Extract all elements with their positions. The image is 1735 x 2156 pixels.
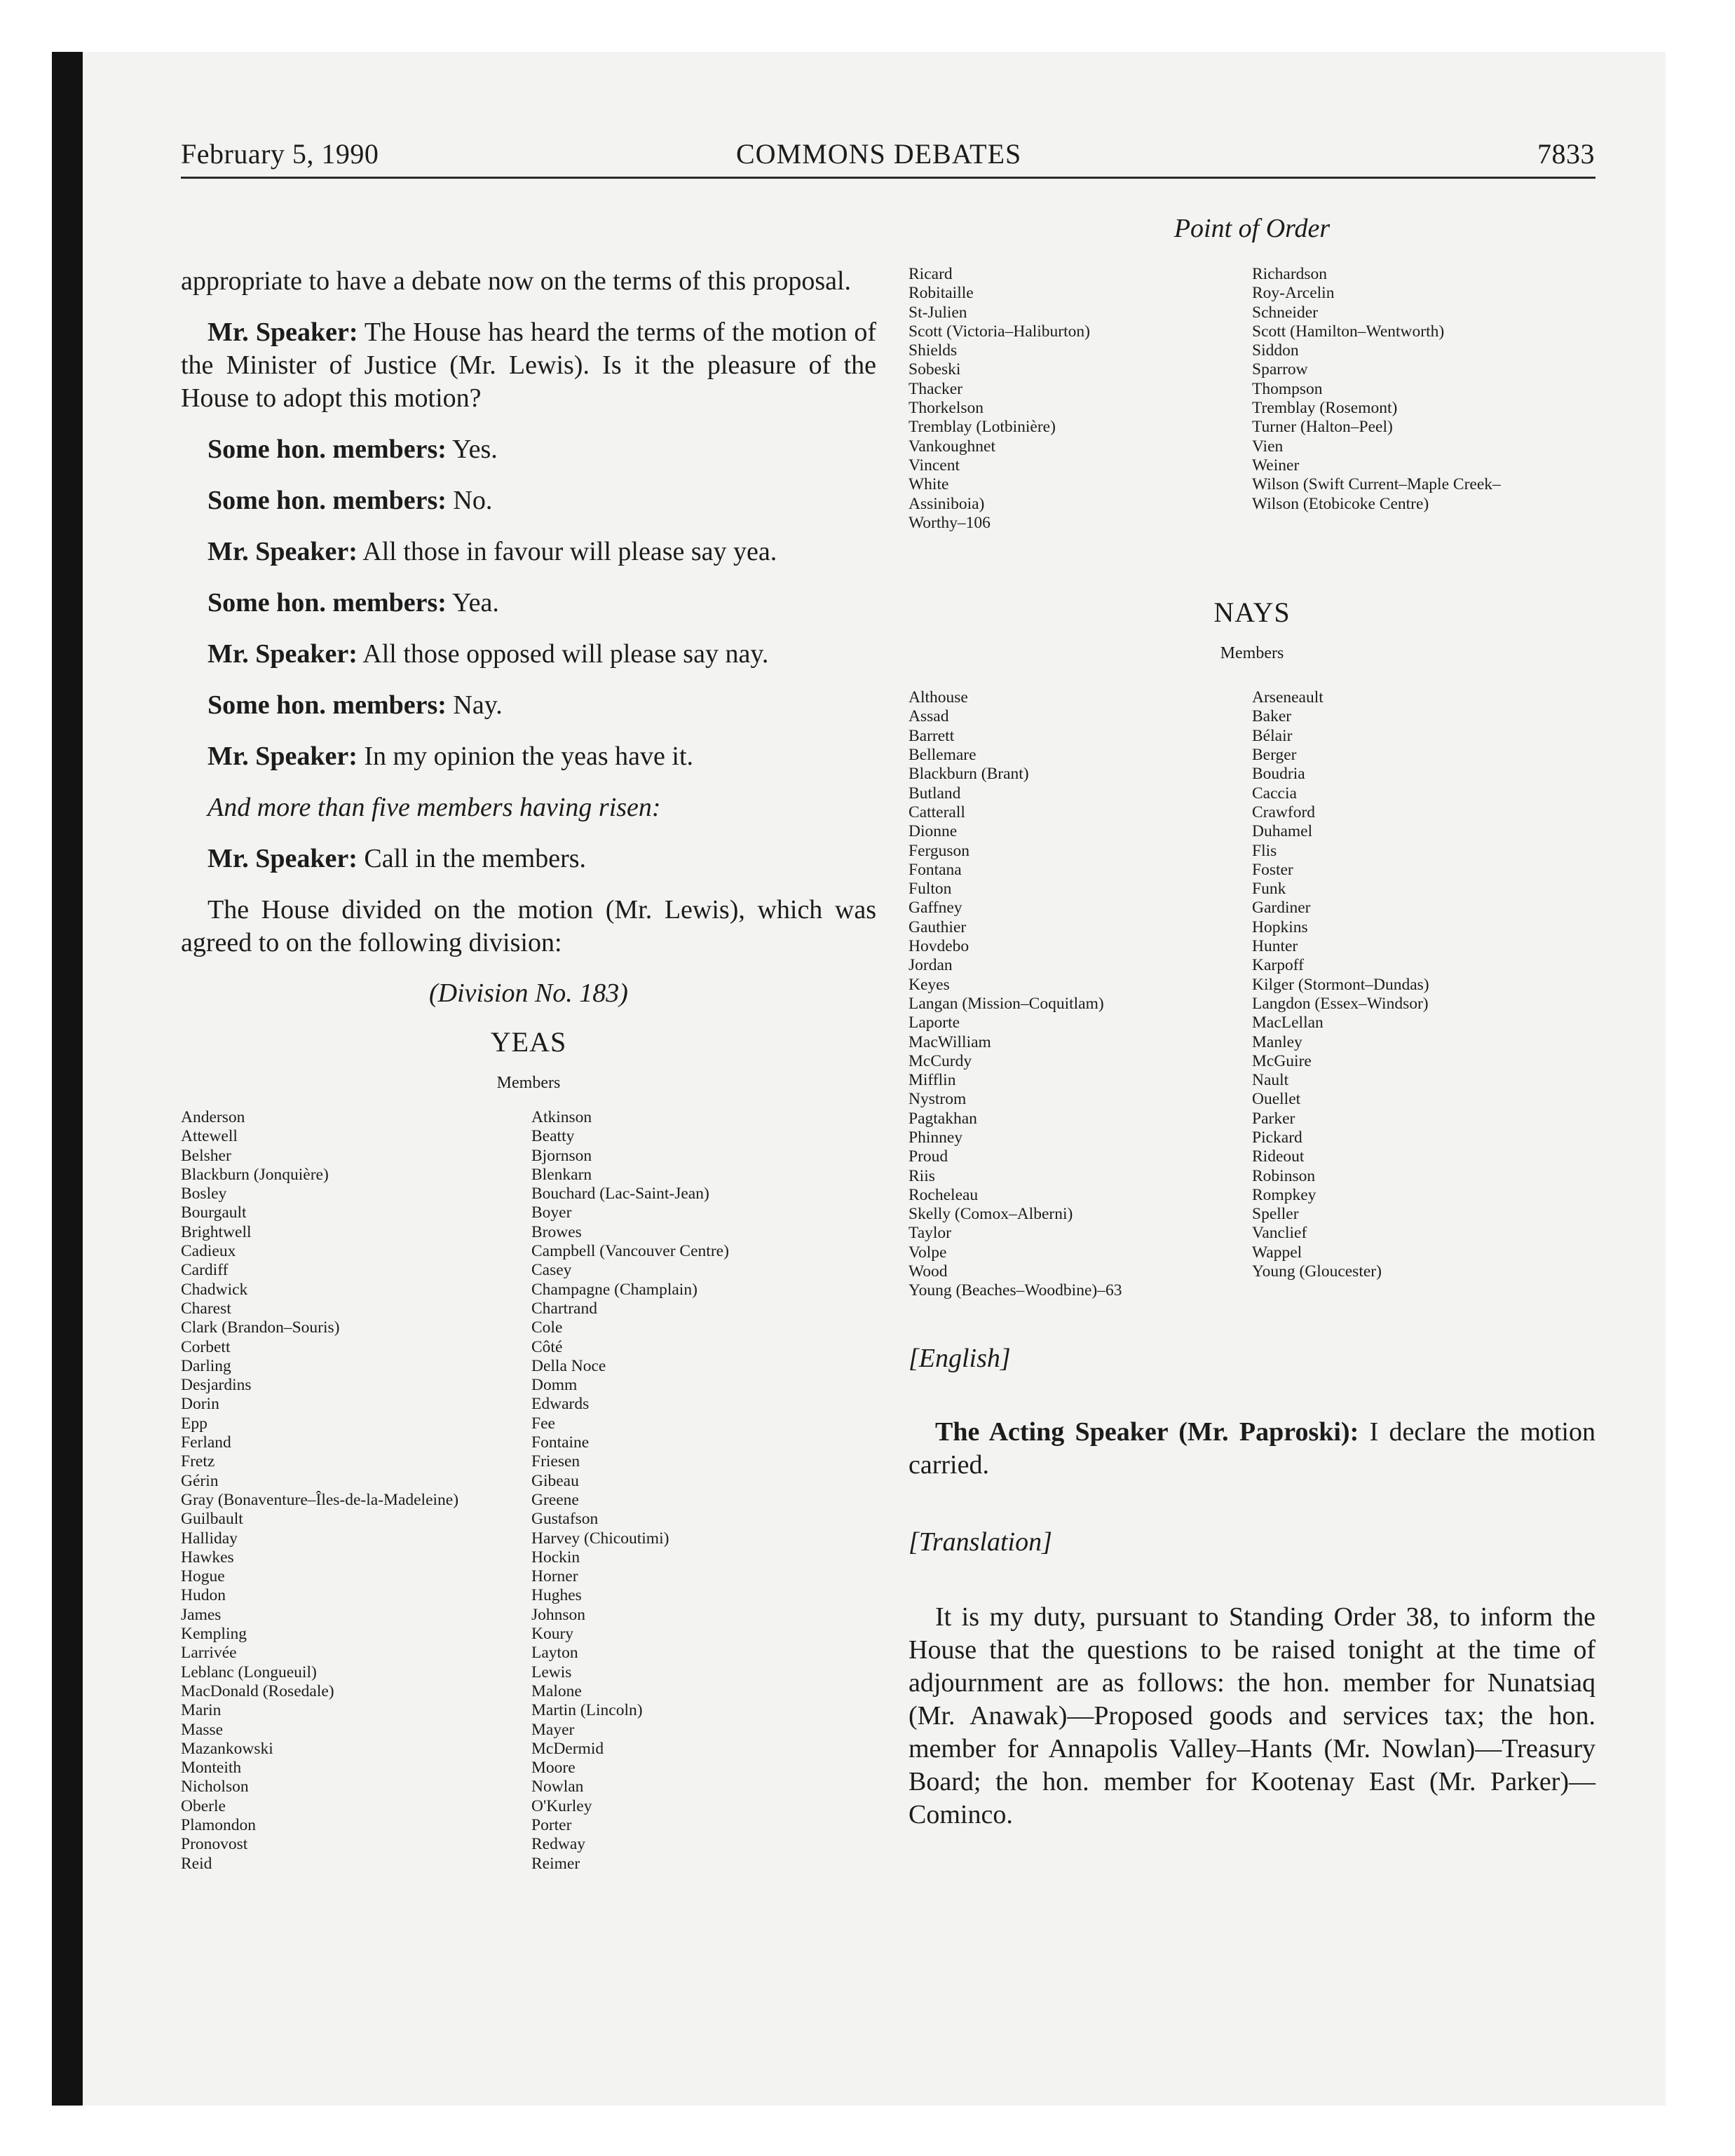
member-name: Cardiff	[181, 1261, 229, 1280]
paragraph: appropriate to have a debate now on the terms of this proposal.	[181, 266, 852, 296]
member-name: Hunter	[1252, 937, 1298, 956]
language-marker: [English]	[909, 1343, 1011, 1373]
member-name: Wilson (Etobicoke Centre)	[1252, 494, 1429, 513]
member-name: Guilbault	[181, 1510, 243, 1529]
speech-text: No.	[446, 486, 493, 515]
member-name: Domm	[531, 1376, 578, 1395]
member-name: Masse	[181, 1720, 224, 1739]
member-name: Young (Gloucester)	[1252, 1262, 1382, 1281]
members-label: Members	[1220, 644, 1284, 663]
speech-text: All those in favour will please say yea.	[357, 537, 777, 566]
member-name: Funk	[1252, 880, 1286, 899]
member-name: Pagtakhan	[909, 1109, 977, 1128]
member-name: Campbell (Vancouver Centre)	[531, 1242, 729, 1261]
member-name: McDermid	[531, 1739, 604, 1758]
nays-heading: NAYS	[1213, 596, 1291, 629]
member-name: Arseneault	[1252, 688, 1324, 707]
speaker-name: Mr. Speaker:	[207, 537, 358, 566]
member-name: Thorkelson	[909, 399, 984, 418]
member-name: Jordan	[909, 956, 953, 975]
member-name: Gérin	[181, 1471, 219, 1490]
speech-text: Yes.	[446, 435, 498, 464]
member-name: Mayer	[531, 1720, 575, 1739]
member-name: Larrivée	[181, 1644, 237, 1663]
member-name: Cole	[531, 1318, 563, 1337]
member-name: Keyes	[909, 975, 950, 994]
member-name: Wood	[909, 1262, 948, 1281]
speech-text: Yea.	[446, 588, 499, 618]
member-name: Proud	[909, 1147, 948, 1166]
member-name: Ferland	[181, 1433, 231, 1452]
member-name: Gustafson	[531, 1510, 599, 1529]
member-name: Phinney	[909, 1128, 963, 1147]
member-name: Edwards	[531, 1395, 590, 1414]
member-name: Vankoughnet	[909, 437, 996, 456]
member-name: Scott (Victoria–Haliburton)	[909, 322, 1090, 341]
speaker-name: Some hon. members:	[207, 690, 447, 720]
member-name: Rideout	[1252, 1147, 1305, 1166]
member-name: Mifflin	[909, 1071, 956, 1090]
member-name: Barrett	[909, 726, 955, 745]
member-name: Fontana	[909, 860, 962, 879]
member-name: Marin	[181, 1701, 222, 1720]
member-name: MacLellan	[1252, 1014, 1324, 1032]
member-name: Vincent	[909, 456, 960, 475]
member-name: St-Julien	[909, 303, 967, 322]
speaker-name: Mr. Speaker:	[207, 318, 358, 347]
member-name: Kilger (Stormont–Dundas)	[1252, 975, 1429, 994]
member-name: Taylor	[909, 1224, 951, 1243]
member-name: Atkinson	[531, 1108, 592, 1126]
member-name: Koury	[531, 1625, 574, 1644]
header-date: February 5, 1990	[181, 138, 379, 170]
member-name: Hogue	[181, 1567, 225, 1586]
member-name: Speller	[1252, 1205, 1299, 1224]
speaker-name: Some hon. members:	[207, 486, 447, 515]
member-name: Blackburn (Jonquière)	[181, 1165, 329, 1184]
member-name: Della Noce	[531, 1356, 606, 1375]
speaker-name: Mr. Speaker:	[207, 639, 358, 669]
member-name: Pickard	[1252, 1128, 1302, 1147]
member-name: Corbett	[181, 1337, 231, 1356]
paragraph	[181, 689, 876, 722]
member-name: Plamondon	[181, 1815, 257, 1834]
member-name: Vien	[1252, 437, 1284, 456]
header-title: COMMONS DEBATES	[736, 138, 1022, 170]
member-name: Reimer	[531, 1854, 580, 1873]
member-name: Ricard	[909, 265, 953, 283]
member-name: Turner (Halton–Peel)	[1252, 418, 1393, 437]
member-name: Dorin	[181, 1395, 219, 1414]
member-name: Oberle	[181, 1796, 226, 1815]
paragraph	[181, 842, 876, 875]
member-name: Champagne (Champlain)	[531, 1280, 698, 1299]
member-name: Laporte	[909, 1014, 960, 1032]
member-name: Beatty	[531, 1127, 575, 1146]
member-name: Ouellet	[1252, 1090, 1301, 1109]
member-name: Kempling	[181, 1625, 247, 1644]
member-name: Siddon	[1252, 341, 1299, 360]
member-name: Attewell	[181, 1127, 238, 1146]
nays-list-column-1	[909, 688, 1252, 1301]
member-name: Rompkey	[1252, 1185, 1316, 1204]
member-name: Boudria	[1252, 765, 1305, 784]
member-name: Friesen	[531, 1452, 580, 1471]
member-name: Harvey (Chicoutimi)	[531, 1529, 669, 1548]
division-number: (Division No. 183)	[429, 978, 628, 1008]
member-name: Layton	[531, 1644, 578, 1663]
member-name: McGuire	[1252, 1051, 1312, 1070]
speaker-name: Mr. Speaker:	[207, 844, 358, 873]
member-name: Shields	[909, 341, 958, 360]
paragraph	[181, 740, 876, 773]
member-name: Fee	[531, 1414, 555, 1433]
member-name: Halliday	[181, 1529, 238, 1548]
member-name: Bouchard (Lac-Saint-Jean)	[531, 1185, 709, 1203]
paragraph: It is my duty, pursuant to Standing Order 38, to inform the House that the questions to be raised tonight at the time of adjournment are as follows: the hon. member for Nunatsiaq (Mr. Anawak)—Proposed goods and services tax; the hon. member for Annapolis Valley–Hants (Mr. Nowlan)—Treasury Board; the hon. member for Kootenay East (Mr. Parker)—Cominco.	[909, 1602, 1595, 1829]
left-column	[181, 265, 876, 1874]
member-name: Casey	[531, 1261, 572, 1280]
paragraph: The House divided on the motion (Mr. Lewis), which was agreed to on the following division:	[181, 895, 876, 957]
member-name: Robitaille	[909, 284, 974, 303]
member-name: Martin (Lincoln)	[531, 1701, 643, 1720]
paragraph	[909, 1416, 1595, 1482]
member-name: McCurdy	[909, 1051, 972, 1070]
member-name: Clark (Brandon–Souris)	[181, 1318, 340, 1337]
member-name: Chartrand	[531, 1299, 597, 1318]
member-name: Young (Beaches–Woodbine)–63	[909, 1281, 1122, 1300]
yeas-list-continued	[909, 265, 1595, 533]
member-name: Hopkins	[1252, 917, 1308, 936]
yeas-heading: YEAS	[490, 1026, 567, 1058]
member-name: Bélair	[1252, 726, 1293, 745]
member-name: Karpoff	[1252, 956, 1304, 975]
member-name: Gray (Bonaventure–Îles-de-la-Madeleine)	[181, 1490, 459, 1509]
member-name: Chadwick	[181, 1280, 248, 1299]
member-name: Parker	[1252, 1109, 1295, 1128]
yeas-list-column-3	[909, 265, 1252, 533]
speech-text: All those opposed will please say nay.	[357, 639, 769, 669]
member-name: MacDonald (Rosedale)	[181, 1681, 334, 1700]
member-name: Assad	[909, 707, 949, 726]
yeas-list-column-2	[531, 1108, 875, 1874]
member-name: Anderson	[181, 1108, 245, 1126]
member-name: O'Kurley	[531, 1796, 592, 1815]
member-name: Catterall	[909, 803, 965, 821]
member-name: Weiner	[1252, 456, 1300, 475]
header-rule	[181, 177, 1595, 179]
member-name: Gauthier	[909, 917, 967, 936]
member-name: Dionne	[909, 822, 958, 841]
member-name: Côté	[531, 1337, 563, 1356]
member-name: Manley	[1252, 1032, 1302, 1051]
paragraph	[181, 638, 876, 671]
member-name: Langdon (Essex–Windsor)	[1252, 994, 1429, 1013]
member-name: Blackburn (Brant)	[909, 765, 1029, 784]
member-name: James	[181, 1605, 222, 1624]
point-of-order-heading: Point of Order	[1173, 214, 1331, 243]
yeas-list	[181, 1108, 876, 1874]
paragraph	[181, 433, 876, 466]
member-name: Boyer	[531, 1203, 572, 1222]
member-name: Belsher	[181, 1146, 231, 1165]
member-name: Browes	[531, 1222, 582, 1241]
member-name: Blenkarn	[531, 1165, 592, 1184]
paragraph	[181, 587, 876, 620]
member-name: Gaffney	[909, 899, 962, 917]
member-name: Nystrom	[909, 1090, 967, 1109]
member-name: Langan (Mission–Coquitlam)	[909, 994, 1104, 1013]
member-name: Leblanc (Longueuil)	[181, 1663, 317, 1681]
member-name: Assiniboia)	[909, 494, 985, 513]
member-name: Fulton	[909, 880, 952, 899]
member-name: Porter	[531, 1815, 572, 1834]
member-name: Vanclief	[1252, 1224, 1307, 1243]
member-name: Cadieux	[181, 1242, 236, 1261]
member-name: Sparrow	[1252, 360, 1308, 379]
member-name: Foster	[1252, 860, 1293, 879]
member-name: Bosley	[181, 1185, 227, 1203]
header-page-number: 7833	[1537, 138, 1595, 170]
yeas-list-column-4	[1252, 265, 1595, 533]
member-name: Volpe	[909, 1243, 947, 1262]
member-name: Hudon	[181, 1586, 226, 1605]
member-name: Johnson	[531, 1605, 586, 1624]
language-marker: [Translation]	[909, 1527, 1052, 1557]
member-name: Brightwell	[181, 1222, 252, 1241]
member-name: Richardson	[1252, 265, 1328, 283]
member-name: Riis	[909, 1166, 935, 1185]
members-label: Members	[496, 1074, 561, 1092]
member-name: Mazankowski	[181, 1739, 273, 1758]
paragraph	[181, 535, 876, 568]
member-name: Baker	[1252, 707, 1292, 726]
member-name: Nault	[1252, 1071, 1289, 1090]
member-name: Tremblay (Lotbinière)	[909, 418, 1056, 437]
member-name: Worthy–106	[909, 513, 991, 532]
member-name: Greene	[531, 1490, 579, 1509]
member-name: Rocheleau	[909, 1185, 979, 1204]
member-name: Ferguson	[909, 841, 970, 860]
member-name: Hawkes	[181, 1548, 234, 1567]
member-name: Tremblay (Rosemont)	[1252, 399, 1398, 418]
member-name: Bjornson	[531, 1146, 592, 1165]
member-name: Pronovost	[181, 1835, 248, 1854]
member-name: Butland	[909, 784, 961, 803]
member-name: Wilson (Swift Current–Maple Creek–	[1252, 475, 1501, 494]
member-name: Hovdebo	[909, 937, 969, 956]
member-name: Lewis	[531, 1663, 572, 1681]
member-name: Berger	[1252, 746, 1297, 765]
speaker-name: Some hon. members:	[207, 435, 447, 464]
nays-list-column-2	[1252, 688, 1595, 1301]
member-name: Nowlan	[531, 1778, 584, 1796]
nays-list	[909, 688, 1595, 1301]
member-name: Wappel	[1252, 1243, 1302, 1262]
speech-text: Nay.	[446, 690, 503, 720]
speech-text: In my opinion the yeas have it.	[357, 742, 694, 771]
member-name: Horner	[531, 1567, 578, 1586]
member-name: Reid	[181, 1854, 212, 1873]
member-name: Scott (Hamilton–Wentworth)	[1252, 322, 1445, 341]
member-name: Darling	[181, 1356, 231, 1375]
right-column	[909, 265, 1595, 1850]
member-name: Hughes	[531, 1586, 582, 1605]
yeas-list-column-1	[181, 1108, 531, 1874]
member-name: Skelly (Comox–Alberni)	[909, 1205, 1073, 1224]
member-name: MacWilliam	[909, 1032, 991, 1051]
paragraph	[181, 484, 876, 517]
member-name: Roy-Arcelin	[1252, 284, 1335, 303]
member-name: Moore	[531, 1759, 576, 1778]
member-name: Redway	[531, 1835, 586, 1854]
member-name: Thompson	[1252, 379, 1323, 398]
speech-text: The House has heard the terms of the motion of the Minister of Justice (Mr. Lewis). Is it the pleasure of the House to adopt this motion?	[181, 318, 876, 413]
member-name: Gardiner	[1252, 899, 1311, 917]
member-name: Crawford	[1252, 803, 1316, 821]
member-name: Sobeski	[909, 360, 961, 379]
member-name: Flis	[1252, 841, 1277, 860]
member-name: Epp	[181, 1414, 207, 1433]
member-name: Nicholson	[181, 1778, 249, 1796]
member-name: Caccia	[1252, 784, 1297, 803]
member-name: Charest	[181, 1299, 231, 1318]
member-name: Malone	[531, 1681, 582, 1700]
member-name: Bourgault	[181, 1203, 247, 1222]
member-name: Monteith	[181, 1759, 242, 1778]
member-name: Hockin	[531, 1548, 580, 1567]
member-name: White	[909, 475, 949, 494]
speech-text: Call in the members.	[357, 844, 587, 873]
member-name: Gibeau	[531, 1471, 579, 1490]
speaker-name: The Acting Speaker (Mr. Paproski):	[935, 1417, 1359, 1447]
speaker-name: Some hon. members:	[207, 588, 447, 618]
stage-direction: And more than five members having risen:	[207, 793, 661, 822]
member-name: Bellemare	[909, 746, 977, 765]
member-name: Thacker	[909, 379, 962, 398]
member-name: Schneider	[1252, 303, 1318, 322]
scan-edge	[52, 52, 83, 2106]
member-name: Fontaine	[531, 1433, 590, 1452]
paragraph	[181, 316, 876, 415]
member-name: Duhamel	[1252, 822, 1313, 841]
speech-text: I declare the motion carried.	[909, 1417, 1595, 1480]
member-name: Althouse	[909, 688, 968, 707]
member-name: Robinson	[1252, 1166, 1316, 1185]
speaker-name: Mr. Speaker:	[207, 742, 358, 771]
member-name: Fretz	[181, 1452, 215, 1471]
member-name: Desjardins	[181, 1376, 252, 1395]
